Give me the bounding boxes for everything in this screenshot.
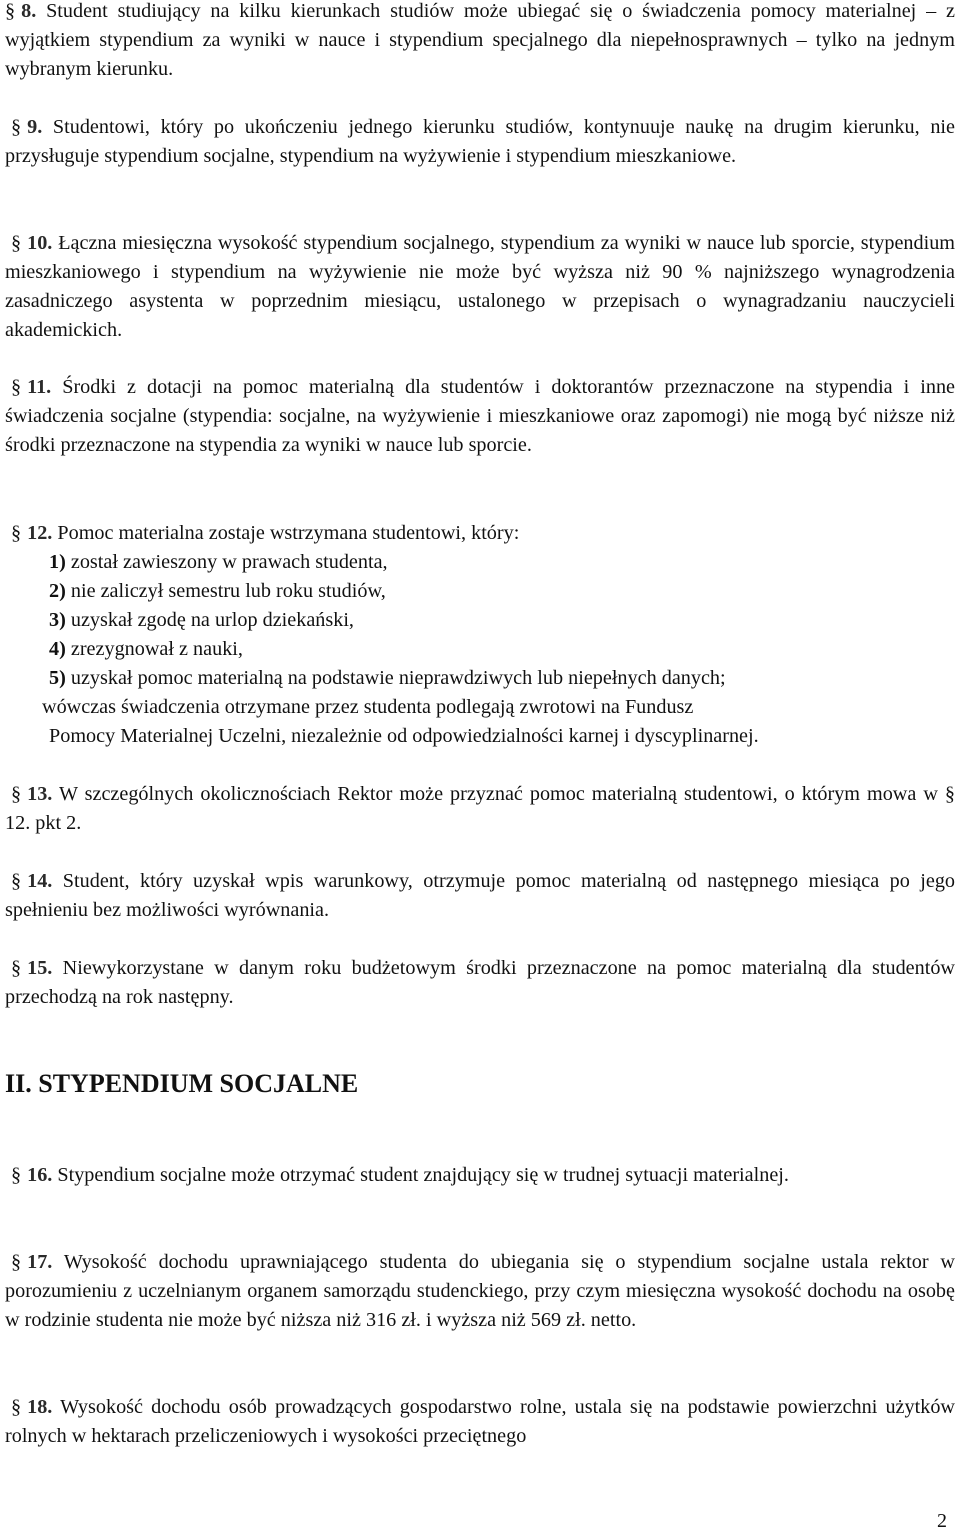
document-page	[5, 0, 955, 1537]
paragraph-text: Student, który uzyskał wpis warunkowy, otrzymuje pomoc materialną od następnego miesiąca po jego spełnieniu bez możliwości wyrównania.	[5, 870, 956, 921]
paragraph-text: Środki z dotacji na pomoc materialną dla studentów i doktorantów przeznaczone na stypendia i inne świadczenia socjalne (stypendia: socjalne, na wyżywienie i mieszkaniowe oraz zapomogi) nie mogą być niższe niż środki przeznaczone na stypendia za wyniki w nauce lub sporcie.	[5, 376, 956, 456]
section-sign: §	[11, 1396, 22, 1418]
paragraph-text: Niewykorzystane w danym roku budżetowym środki przeznaczone na pomoc materialną dla studentów przechodzą na rok następny.	[5, 957, 955, 1008]
paragraph-number: 18.	[27, 1396, 53, 1418]
section-sign: §	[11, 957, 22, 979]
list-item: 4) zrezygnował z nauki,	[49, 638, 243, 660]
withdrawal-conditions-list	[49, 548, 955, 693]
section-sign: §	[11, 376, 22, 398]
list-item: 1) został zawieszony w prawach studenta,	[49, 551, 388, 573]
section-sign: §	[11, 232, 22, 254]
paragraph-s10	[5, 229, 955, 345]
paragraph-text: Wysokość dochodu uprawniającego studenta do ubiegania się o stypendium socjalne ustala rektor w porozumieniu z uczelnianym organem samorządu studenckiego, przy czym miesięczna wysokość dochodu na osobę w rodzinie studenta nie może być niższa niż 316 zł. i wyższa niż 569 zł. netto.	[5, 1251, 955, 1331]
paragraph-s17	[5, 1248, 955, 1335]
paragraph-text: Studentowi, który po ukończeniu jednego kierunku studiów, kontynuuje naukę na drugim kierunku, nie przysługuje stypendium socjalne, stypendium na wyżywienie i stypendium mieszkaniowe.	[5, 116, 955, 167]
paragraph-number: 15.	[27, 957, 53, 979]
section-sign: §	[11, 116, 22, 138]
list-item: 3) uzyskał zgodę na urlop dziekański,	[49, 609, 354, 631]
paragraph-s15	[5, 954, 955, 1012]
paragraph-s14	[5, 867, 955, 925]
paragraph-number: 13.	[27, 783, 53, 805]
list-continuation-line: Pomocy Materialnej Uczelni, niezależnie od odpowiedzialności karnej i dyscyplinarnej.	[49, 725, 759, 747]
paragraph-s16	[5, 1161, 955, 1190]
list-item: 5) uzyskał pomoc materialną na podstawie nieprawdziwych lub niepełnych danych;	[49, 667, 726, 689]
paragraph-text: Wysokość dochodu osób prowadzących gospodarstwo rolne, ustala się na podstawie powierzchni użytków rolnych w hektarach przeliczeniowych i wysokości przeciętnego	[5, 1396, 955, 1447]
paragraph-number: 17.	[27, 1251, 53, 1273]
paragraph-number: 11.	[27, 376, 52, 398]
paragraph-text: Łączna miesięczna wysokość stypendium socjalnego, stypendium za wyniki w nauce lub sporcie, stypendium mieszkaniowego i stypendium na wyżywienie nie może być wyższa niż 90 % najniższego wynagrodzenia zasadniczego asystenta w poprzednim miesiącu, ustalonego w przepisach o wynagradzaniu nauczycieli akademickich.	[5, 232, 955, 341]
paragraph-text: W szczególnych okolicznościach Rektor może przyznać pomoc materialną studentowi, o którym mowa w § 12. pkt 2.	[5, 783, 955, 834]
paragraph-text: Stypendium socjalne może otrzymać student znajdujący się w trudnej sytuacji materialnej.	[57, 1164, 789, 1186]
paragraph-s18	[5, 1393, 955, 1451]
paragraph-text: Pomoc materialna zostaje wstrzymana studentowi, który:	[57, 522, 520, 544]
list-item: 2) nie zaliczył semestru lub roku studiów,	[49, 580, 386, 602]
paragraph-number: 12.	[27, 522, 53, 544]
paragraph-number: 10.	[27, 232, 53, 254]
paragraph-s12	[5, 519, 955, 548]
list-continuation-line: wówczas świadczenia otrzymane przez studenta podlegają zwrotowi na Fundusz	[42, 696, 694, 718]
paragraph-number: 16.	[27, 1164, 53, 1186]
chapter-heading: II. STYPENDIUM SOCJALNE	[5, 1069, 359, 1098]
section-sign: §	[11, 1251, 22, 1273]
section-sign: §	[11, 1164, 22, 1186]
paragraph-s8	[5, 0, 955, 84]
paragraph-s11	[5, 373, 955, 460]
paragraph-text: Student studiujący na kilku kierunkach studiów może ubiegać się o świadczenia pomocy materialnej – z wyjątkiem stypendium za wyniki w nauce i stypendium specjalnego dla niepełnosprawnych – tylko na jednym wybranym kierunku.	[5, 0, 955, 80]
paragraph-number: 8.	[21, 0, 37, 22]
section-sign: §	[11, 522, 22, 544]
section-sign: §	[5, 0, 16, 22]
section-sign: §	[11, 870, 22, 892]
paragraph-s13	[5, 780, 955, 838]
paragraph-number: 9.	[27, 116, 43, 138]
paragraph-s9	[5, 113, 955, 171]
paragraph-number: 14.	[27, 870, 53, 892]
section-sign: §	[11, 783, 22, 805]
page-number: 2	[937, 1510, 947, 1532]
